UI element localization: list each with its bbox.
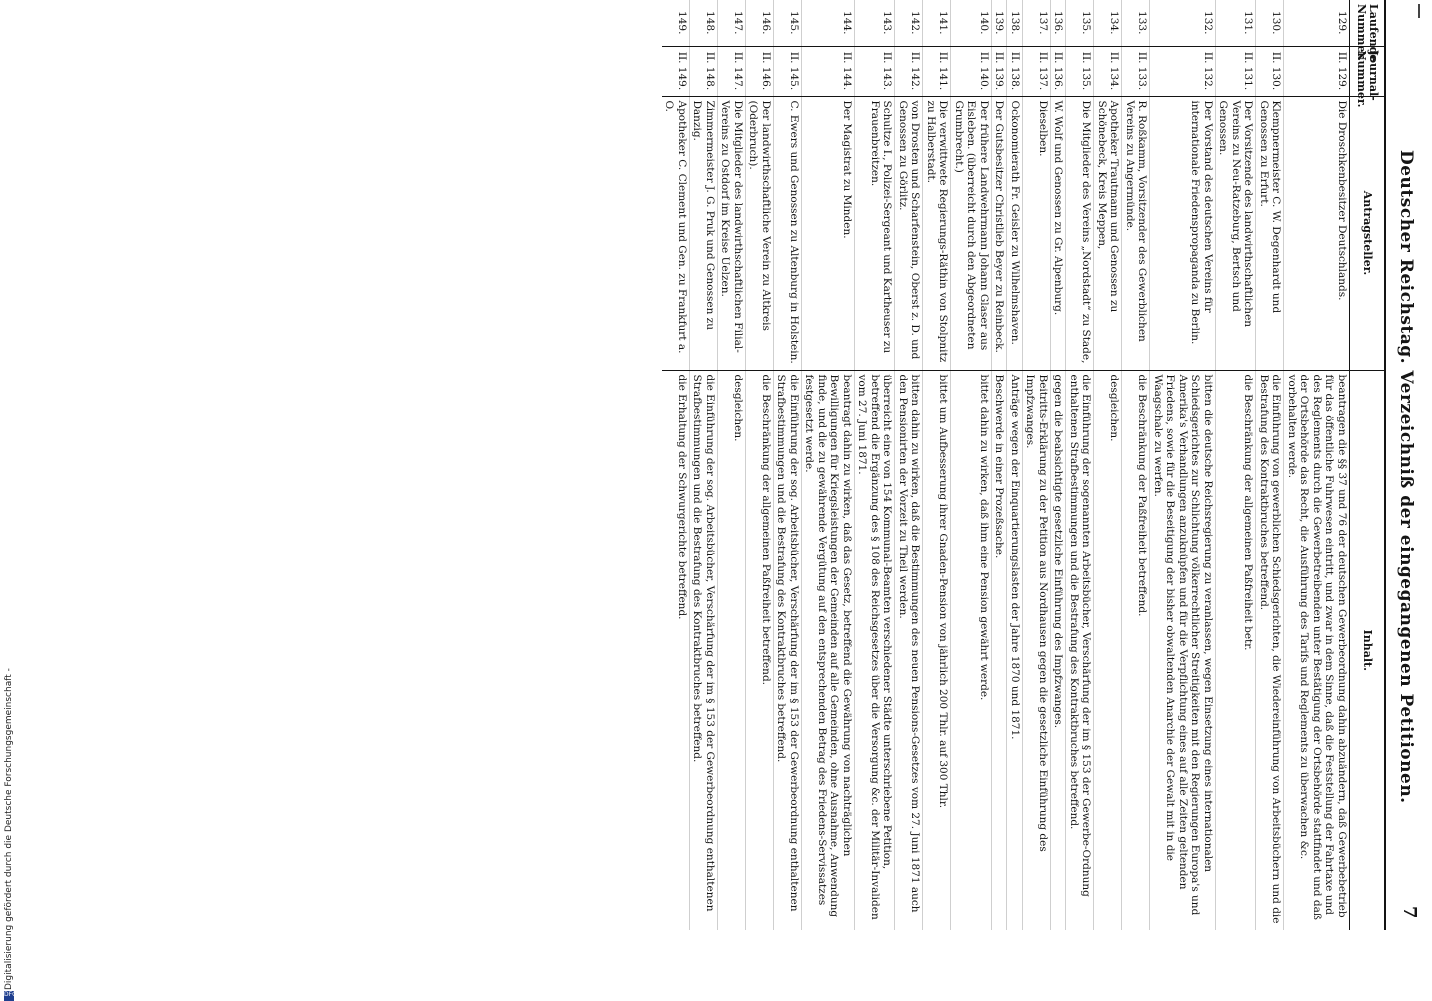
cell-inhalt: die Beschränkung der Paßfreiheit betreffend. xyxy=(1122,370,1150,930)
dfg-logo: DFG xyxy=(4,991,14,1001)
cell-inhalt: gegen die beabsichtigte gesetzliche Einführung des Impfzwanges. xyxy=(1051,370,1067,930)
cell-journal-nummer: II. 132. xyxy=(1150,46,1216,96)
cell-laufende-nummer: 145. xyxy=(774,0,802,46)
col-header-journal-nummer: Journal-Nummer. xyxy=(1350,46,1385,96)
cell-journal-nummer: II. 140. xyxy=(951,46,992,96)
cell-inhalt: die Beschränkung der allgemeinen Paßfreiheit betreffend. xyxy=(746,370,774,930)
cell-antragsteller: Die Mitglieder des landwirthschaftlichen Filial-Vereins zu Ostdorf im Kreise Uelzen. xyxy=(718,96,746,370)
cell-antragsteller: Der Magistrat zu Minden. xyxy=(802,96,855,370)
cell-antragsteller: Der Gutsbesitzer Christlieb Beyer zu Reinbeck. xyxy=(992,96,1008,370)
cell-laufende-nummer: 136. xyxy=(1051,0,1067,46)
cell-laufende-nummer: 130. xyxy=(1256,0,1284,46)
cell-antragsteller: Der frühere Landwehrmann Johann Glaser aus Eisleben. (überreicht durch den Abgeordneten Grumbrecht.) xyxy=(951,96,992,370)
col-header-antragsteller: Antragsteller. xyxy=(1350,96,1385,370)
table-row xyxy=(690,0,718,930)
cell-antragsteller: Der Vorsitzende des landwirthschaftlichen Vereins zu Neu-Ratzeburg, Bertsch und Genossen. xyxy=(1216,96,1257,370)
cell-antragsteller: Die Mitglieder des Vereins „Nordstadt“ zu Stade, xyxy=(1066,96,1094,370)
cell-journal-nummer: II. 137. xyxy=(1023,46,1051,96)
cell-laufende-nummer: 131. xyxy=(1216,0,1257,46)
cell-antragsteller: Schultze I., Polizei-Sergeant und Kartheuser zu Frauenbreitzen. xyxy=(855,96,896,370)
table-row xyxy=(1216,0,1257,930)
cell-journal-nummer: II. 139. xyxy=(992,46,1008,96)
cell-inhalt: Beschwerde in einer Prozeßsache. xyxy=(992,370,1008,930)
cell-inhalt: bittet dahin zu wirken, daß ihm eine Pension gewährt werde. xyxy=(951,370,992,930)
table-row xyxy=(746,0,774,930)
cell-inhalt: die Einführung der sog. Arbeitsbücher, Verschärfung der im § 153 der Gewerbeordnung enthaltenen Strafbestimmungen und die Bestrafung des Kontraktbruches betreffend. xyxy=(690,370,718,930)
cell-laufende-nummer: 146. xyxy=(746,0,774,46)
cell-journal-nummer: II. 143. xyxy=(855,46,896,96)
table-row xyxy=(1094,0,1122,930)
cell-laufende-nummer: 137. xyxy=(1023,0,1051,46)
table-header-row xyxy=(1350,0,1385,930)
cell-journal-nummer: II. 135. xyxy=(1066,46,1094,96)
cell-inhalt: Beitritts-Erklärung zu der Petition aus Nordhausen gegen die gesetzliche Einführung des Impfzwanges. xyxy=(1023,370,1051,930)
cell-antragsteller: Der landwirthschaftliche Verein zu Altkreis (Oderbruch). xyxy=(746,96,774,370)
cell-journal-nummer: II. 148. xyxy=(690,46,718,96)
cell-inhalt: bittet um Aufbesserung ihrer Gnaden-Pension von jährlich 200 Thlr. auf 300 Thlr. xyxy=(923,370,951,930)
cell-journal-nummer: II. 129. xyxy=(1284,46,1350,96)
running-head xyxy=(1386,150,1422,1000)
table-row xyxy=(1007,0,1023,930)
table-row xyxy=(774,0,802,930)
table-row xyxy=(662,0,690,930)
cell-inhalt: Anträge wegen der Einquartierungslasten der Jahre 1870 und 1871. xyxy=(1007,370,1023,930)
col-header-inhalt: Inhalt. xyxy=(1350,370,1385,930)
table-row xyxy=(1066,0,1094,930)
cell-antragsteller: Der Vorstand des deutschen Vereins für internationale Friedenspropaganda zu Berlin. xyxy=(1150,96,1216,370)
cell-antragsteller: Die verwittwete Regierungs-Räthin von Stolpnitz zu Halberstadt. xyxy=(923,96,951,370)
cell-laufende-nummer: 140. xyxy=(951,0,992,46)
table-row xyxy=(992,0,1008,930)
cell-journal-nummer: II. 138. xyxy=(1007,46,1023,96)
cell-journal-nummer: II. 130. xyxy=(1256,46,1284,96)
cell-antragsteller: Dieselben. xyxy=(1023,96,1051,370)
cell-laufende-nummer: 135. xyxy=(1066,0,1094,46)
digitization-credit-text: Digitalisierung gefördert durch die Deutsche Forschungsgemeinschaft - xyxy=(4,668,14,990)
cell-journal-nummer: II. 136. xyxy=(1051,46,1067,96)
cell-journal-nummer: II. 145. xyxy=(774,46,802,96)
page-number: 7 xyxy=(1399,906,1420,919)
table-row xyxy=(1284,0,1350,930)
col-header-laufende-nummer: Laufende Nummer. xyxy=(1350,0,1385,46)
cell-journal-nummer: II. 142. xyxy=(895,46,923,96)
cell-antragsteller: von Drosten und Scharfenstein, Oberst z. D. und Genossen zu Görlitz. xyxy=(895,96,923,370)
cell-laufende-nummer: 147. xyxy=(718,0,746,46)
table-row xyxy=(895,0,923,930)
cell-inhalt: beantragen die §§ 37 und 76 der deutschen Gewerbeordnung dahin abzuändern, daß Gewerbebetrieb für das öffentliche Fuhrwesen eintritt, und zwar in dem Sinne, daß die Feststellung der Fahrtaxe und des Reglements durch die Gewerbetreibenden unter Bestätigung der Ortsbehörde stattfindet und daß der Ortsbehörde das Recht, die Ausführung des Tarifs und Reglements zu überwachen &c. vorbehalten werde. xyxy=(1284,370,1350,930)
table-row xyxy=(923,0,951,930)
cell-antragsteller: Klempnermeister C. W. Degenhardt und Genossen zu Erfurt. xyxy=(1256,96,1284,370)
cell-laufende-nummer: 132. xyxy=(1150,0,1216,46)
cell-journal-nummer: II. 149. xyxy=(662,46,690,96)
cell-laufende-nummer: 149. xyxy=(662,0,690,46)
digitization-credit xyxy=(4,600,17,998)
cell-inhalt: die Einführung der sogenannten Arbeitsbücher, Verschärfung der im § 153 der Gewerbe-Ordnung enthaltenen Strafbestimmungen und die Bestrafung des Kontraktbruches betreffend. xyxy=(1066,370,1094,930)
cell-antragsteller: W. Wolf und Genossen zu Gr. Alpenburg. xyxy=(1051,96,1067,370)
cell-laufende-nummer: 129. xyxy=(1336,11,1348,35)
cell-journal-nummer: II. 147. xyxy=(718,46,746,96)
cell-antragsteller: R. Roßkamm, Vorsitzender des Gewerblichen Vereins zu Angermünde. xyxy=(1122,96,1150,370)
cell-laufende-nummer: 143. xyxy=(855,0,896,46)
cell-laufende-nummer: 148. xyxy=(690,0,718,46)
cell-inhalt: die Erhaltung der Schwurgerichte betreffend. xyxy=(662,370,690,930)
cell-inhalt: überreicht eine von 154 Kommunal-Beamten verschiedener Städte unterschriebene Petition, betreffend die Ergänzung des § 108 des Reichsgesetzes über die Versorgung &c. der Militär-Invaliden vom 27. Juni 1871. xyxy=(855,370,896,930)
petitions-table xyxy=(662,0,1384,930)
cell-inhalt: bitten dahin zu wirken, daß die Bestimmungen des neuen Pensions-Gesetzes vom 27. Juni 1871 auch den Pensionirten der Vorzeit zu Theil werden. xyxy=(895,370,923,930)
cell-inhalt: desgleichen. xyxy=(718,370,746,930)
cell-antragsteller: Die Droschkenbesitzer Deutschlands. xyxy=(1284,96,1350,370)
cell-laufende-nummer: 142. xyxy=(895,0,923,46)
table-row xyxy=(855,0,896,930)
cell-journal-nummer: II. 141. xyxy=(923,46,951,96)
cell-journal-nummer: II. 134. xyxy=(1094,46,1122,96)
table-row xyxy=(1051,0,1067,930)
table-row xyxy=(1150,0,1216,930)
cell-antragsteller: Zimmermeister J. G. Pruk und Genossen zu Danzig. xyxy=(690,96,718,370)
cell-inhalt: die Einführung der sog. Arbeitsbücher, Verschärfung der im § 153 der Gewerbeordnung enthaltenen Strafbestimmungen und die Bestrafung des Kontraktbruches betreffend. xyxy=(774,370,802,930)
cell-antragsteller: C. Ewers und Genossen zu Altenburg in Holstein. xyxy=(774,96,802,370)
cell-journal-nummer: II. 144. xyxy=(802,46,855,96)
cell-inhalt: die Einführung von gewerblichen Schiedsgerichten, die Wiedereinführung von Arbeitsbüchern und die Bestrafung des Kontraktbruches betreffend. xyxy=(1256,370,1284,930)
cell-laufende-nummer: 138. xyxy=(1007,0,1023,46)
cell-inhalt: desgleichen. xyxy=(1094,370,1122,930)
cell-journal-nummer: II. 146. xyxy=(746,46,774,96)
cell-journal-nummer: II. 131. xyxy=(1216,46,1257,96)
cell-antragsteller: Ockonomierath Fr. Geisler zu Wilhelmshaven. xyxy=(1007,96,1023,370)
table-body xyxy=(662,0,1350,930)
table-row xyxy=(718,0,746,930)
cell-antragsteller: Apotheker C. Clement und Gen. zu Frankfurt a. O. xyxy=(662,96,690,370)
header-rule xyxy=(1384,0,1386,930)
cell-laufende-nummer: 141. xyxy=(923,0,951,46)
table-row xyxy=(951,0,992,930)
cell-antragsteller: Apotheker Trautmann und Genossen zu Schönebeck, Kreis Meppen, xyxy=(1094,96,1122,370)
cell-journal-nummer: II. 133. xyxy=(1122,46,1150,96)
table-row xyxy=(1256,0,1284,930)
cell-inhalt: beantragt dahin zu wirken, daß das Gesetz, betreffend die Gewährung von nachträglichen Bewilligungen für Kriegsleistungen der Gemeinden auf alle Gemeinden, ohne Ausnahme, Anwendung finde, und die zu gewährende Vergütung auf den entsprechenden Betrag des Friedens-Servissatzes festgesetzt werde. xyxy=(802,370,855,930)
table-row xyxy=(1023,0,1051,930)
cell-laufende-nummer: 139. xyxy=(992,0,1008,46)
cell-inhalt: bitten die deutsche Reichsregierung zu veranlassen, wegen Einsetzung eines internationalen Schiedsgerichtes zur Schlichtung völkerrechtlicher Streitigkeiten mit den Regierungen Europa's und Amerika's Verhandlungen anzuknüpfen und für die Verpflichtung eines auf alle Zeiten geltenden Friedens, sowie für die Beseitigung der bisher obwaltenden Anarchie der Gewalt mit in die Waagschale zu werfen. xyxy=(1150,370,1216,930)
cell-laufende-nummer: 134. xyxy=(1094,0,1122,46)
cell-inhalt: die Beschränkung der allgemeinen Paßfreiheit betr. xyxy=(1216,370,1257,930)
table-row xyxy=(802,0,855,930)
table-row xyxy=(1122,0,1150,930)
cell-laufende-nummer: 133. xyxy=(1122,0,1150,46)
cell-laufende-nummer: 144. xyxy=(802,0,855,46)
running-head-title: Deutscher Reichstag. Verzeichniß der eingegangenen Petitionen. xyxy=(1396,150,1416,804)
